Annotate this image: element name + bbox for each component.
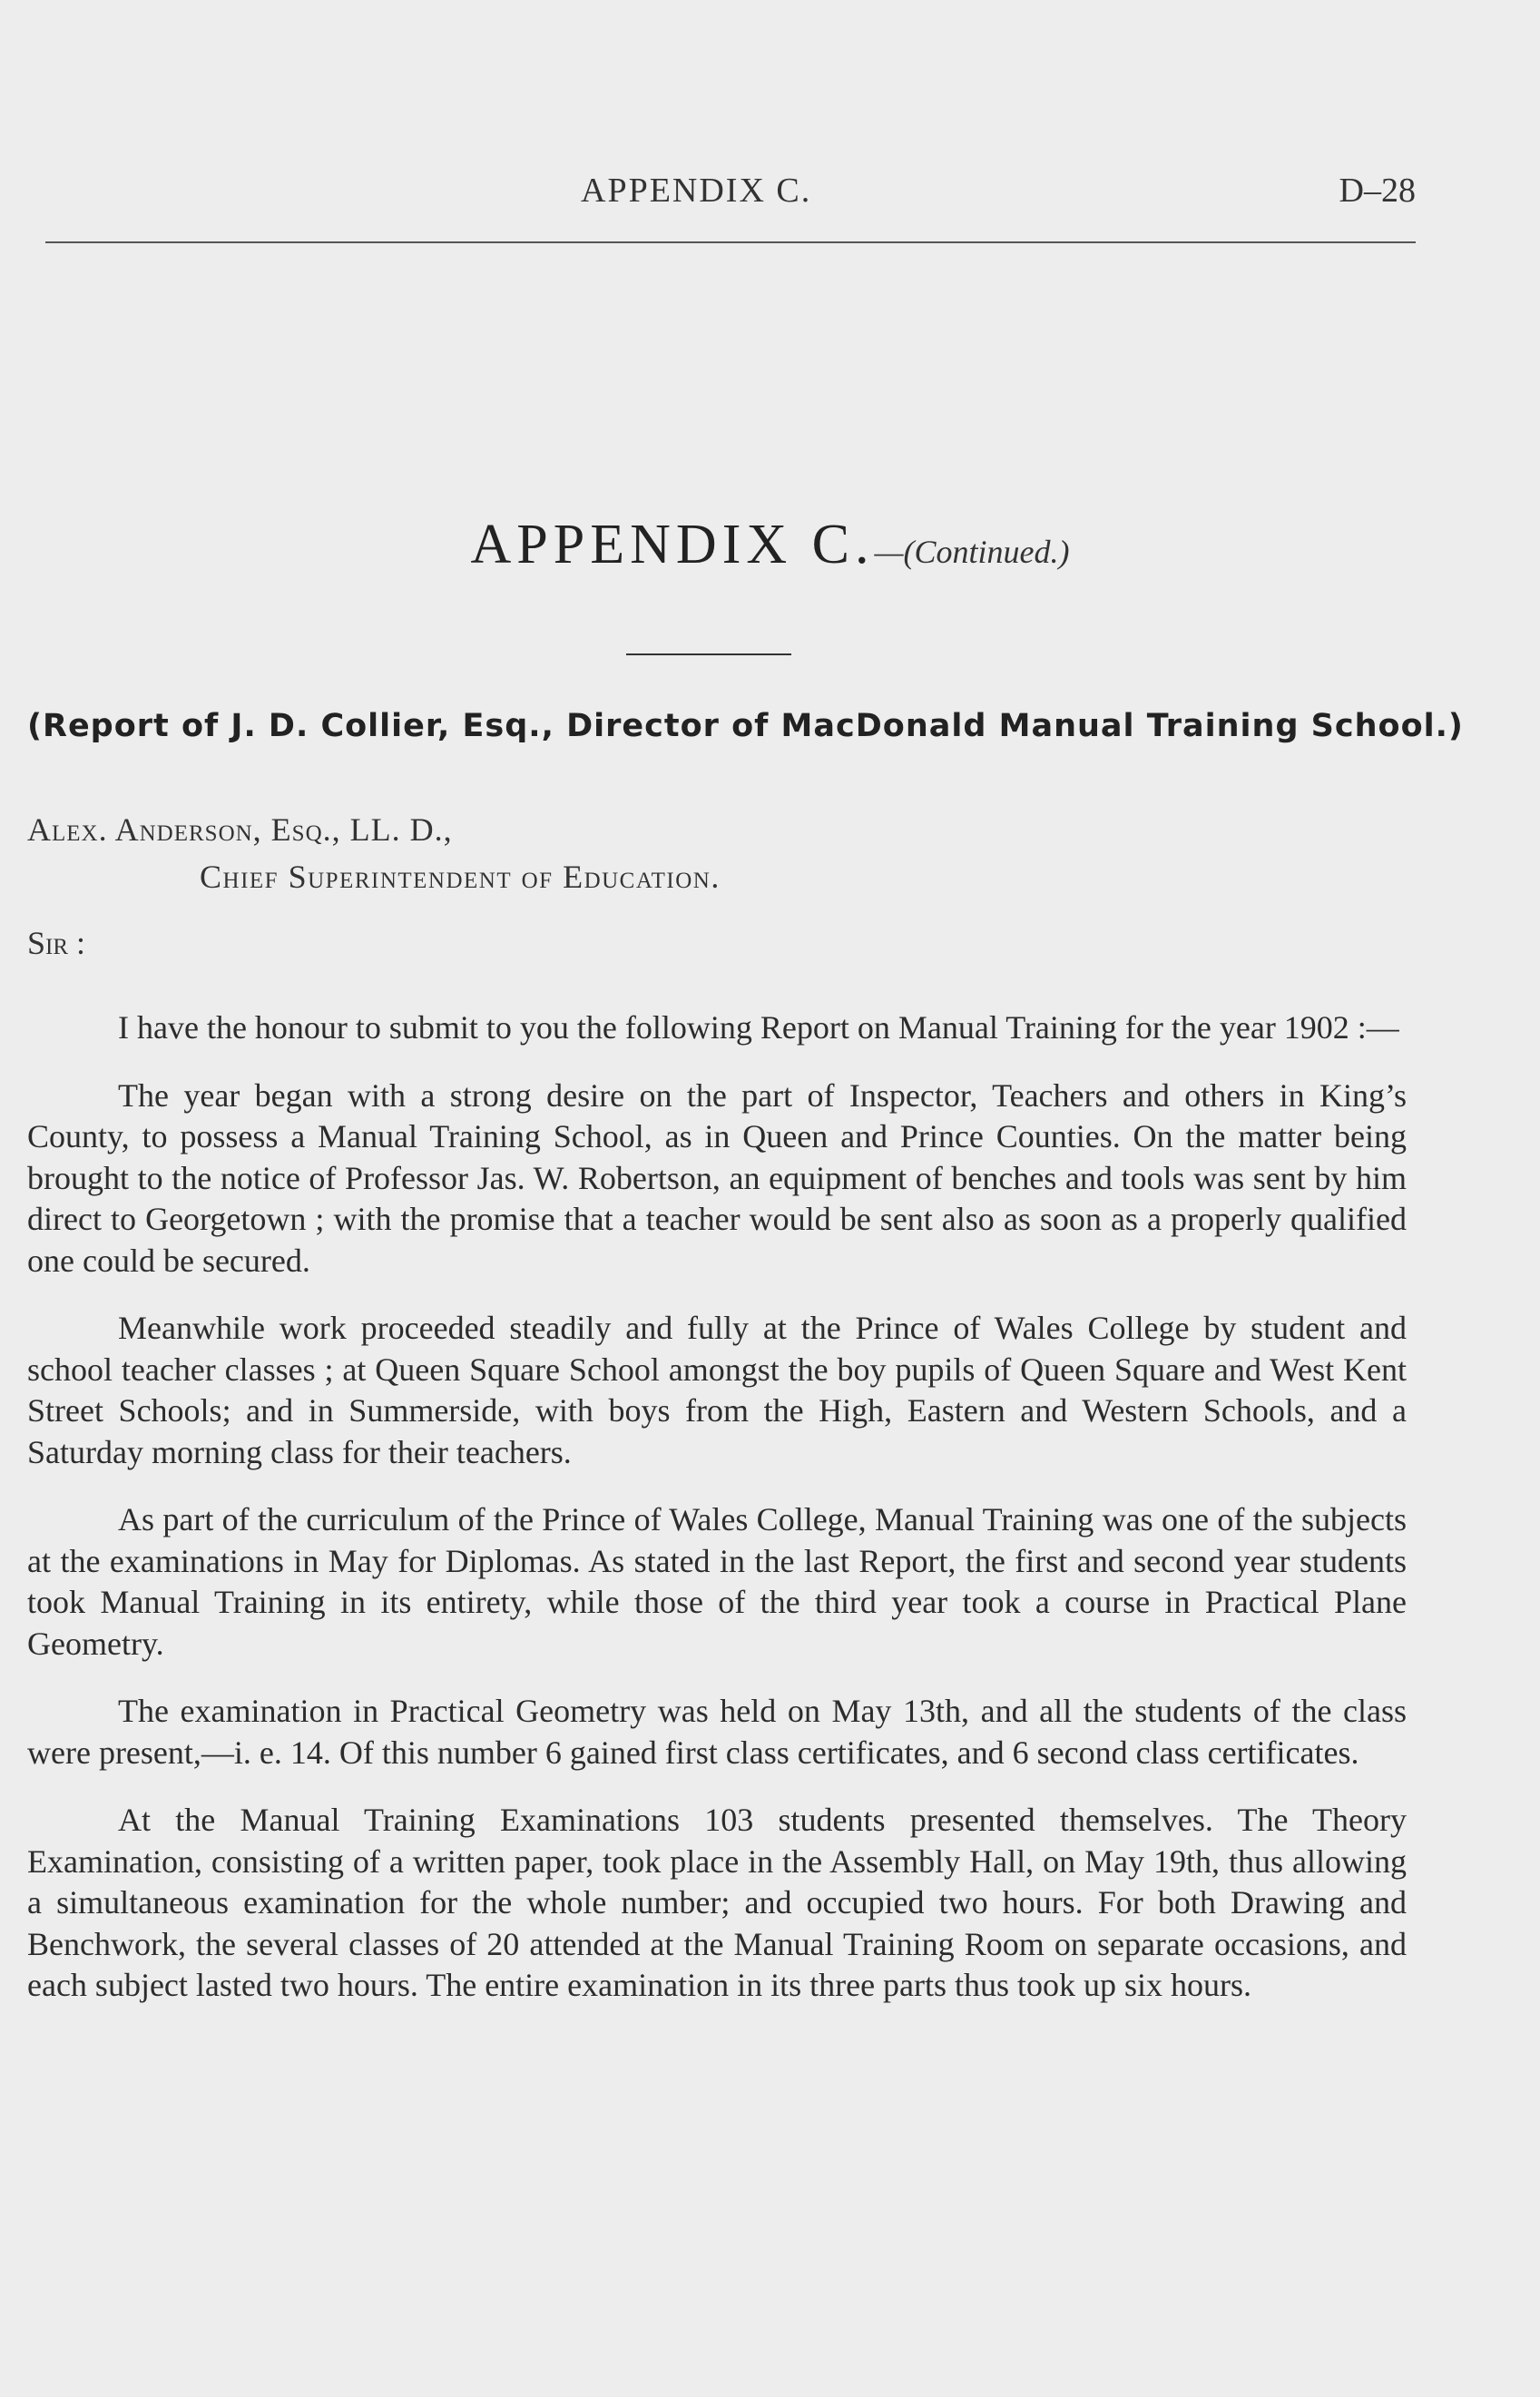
page-title xyxy=(0,513,1540,577)
report-heading: (Report of J. D. Collier, Esq., Director of MacDonald Manual Training School.) xyxy=(27,708,1464,744)
running-header xyxy=(45,171,1416,211)
addressee-name: Alex. Anderson, Esq., LL. D., xyxy=(27,811,453,848)
title-main: APPENDIX C. xyxy=(470,514,875,575)
header-rule xyxy=(45,241,1416,243)
addressee-title: Chief Superintendent of Education. xyxy=(200,859,721,895)
paragraph: The examination in Practical Geometry was held on May 13th, and all the students of the class were present,—i. e. 14. Of this number 6 gained first class certificates, and 6 second class certificates. xyxy=(27,1693,1407,1771)
paragraph: As part of the curriculum of the Prince of Wales College, Manual Training was one of the subjects at the examinations in May for Diplomas. As stated in the last Report, the first and second year students took Manual Training in its entirety, while those of the third year took a course in Practical Plane Geometry. xyxy=(27,1501,1407,1662)
paragraph: I have the honour to submit to you the following Report on Manual Training for the year 1902 :— xyxy=(118,1009,1399,1046)
running-title: APPENDIX C. xyxy=(581,172,812,210)
paragraph: The year began with a strong desire on the part of Inspector, Teachers and others in King’s County, to possess a Manual Training School, as in Queen and Prince Counties. On the matter being brought to the notice of Professor Jas. W. Robertson, an equipment of benches and tools was sent by him direct to Georgetown ; with the promise that a teacher would be sent also as soon as a properly qualified one could be secured. xyxy=(27,1076,1407,1279)
paragraph: Meanwhile work proceeded steadily and fully at the Prince of Wales College by student and school teacher classes ; at Queen Square School amongst the boy pupils of Queen Square and West Kent Street Schools; and in Summerside, with boys from the High, Eastern and Western Schools, and a Saturday morning class for their teachers. xyxy=(27,1310,1407,1470)
page-number: D–28 xyxy=(1339,172,1416,210)
title-continued: —(Continued.) xyxy=(874,534,1070,570)
title-rule xyxy=(626,653,791,655)
salutation: Sir : xyxy=(27,925,86,961)
report-body xyxy=(27,1007,1407,2007)
paragraph: At the Manual Training Examinations 103 students presented themselves. The Theory Examination, consisting of a written paper, took place in the Assembly Hall, on May 19th, thus allowing a simultaneous examination for the whole number; and occupied two hours. For both Drawing and Benchwork, the several classes of 20 attended at the Manual Training Room on separate occasions, and each subject lasted two hours. The entire examination in its three parts thus took up six hours. xyxy=(27,1802,1407,2003)
